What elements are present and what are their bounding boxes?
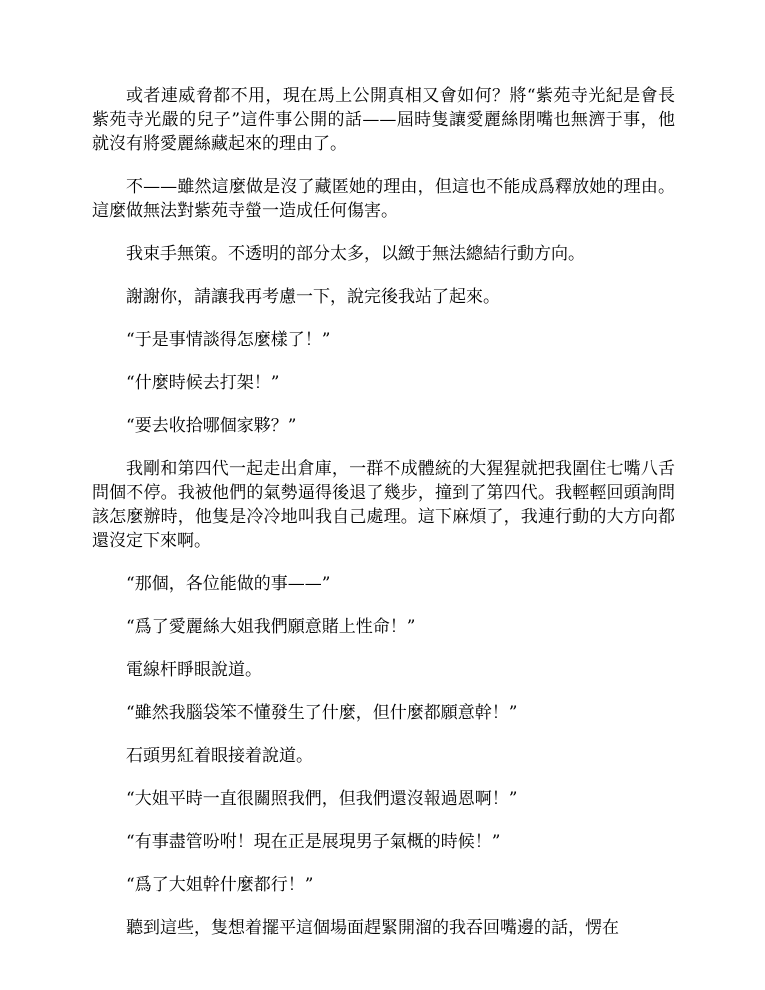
- page-text-body: [92, 84, 675, 940]
- paragraph-7: “要去收拾哪個家夥？”: [126, 416, 297, 436]
- paragraph-8: 我剛和第四代一起走出倉庫，一群不成體統的大猩猩就把我圍住七嘴八舌問個不停。我被他們的氣勢逼得後退了幾步，撞到了第四代。我輕輕回頭詢問該怎麼辦時，他隻是冷冷地叫我自己處理。這下麻煩了，我連行動的大方向都還沒定下來啊。: [92, 459, 675, 551]
- paragraph-12: “雖然我腦袋笨不懂發生了什麼，但什麼都願意幹！”: [126, 703, 518, 723]
- paragraph-11: 電線杆睜眼說道。: [126, 660, 262, 680]
- paragraph-16: “爲了大姐幹什麼都行！”: [126, 875, 314, 895]
- paragraph-9: “那個，各位能做的事——”: [126, 574, 331, 594]
- paragraph-5: “于是事情談得怎麼樣了！”: [126, 330, 331, 350]
- paragraph-6: “什麼時候去打架！”: [126, 373, 280, 393]
- paragraph-13: 石頭男紅着眼接着說道。: [126, 746, 313, 766]
- paragraph-2: 不——雖然這麼做是沒了藏匿她的理由，但這也不能成爲釋放她的理由。這麼做無法對紫苑寺螢一造成任何傷害。: [92, 177, 675, 221]
- paragraph-1: 或者連威脅都不用，現在馬上公開真相又會如何？將“紫苑寺光紀是會長紫苑寺光嚴的兒子”這件事公開的話——屆時隻讓愛麗絲閉嘴也無濟于事，他就沒有將愛麗絲藏起來的理由了。: [92, 86, 675, 154]
- paragraph-17: 聽到這些，隻想着擺平這個場面趕緊開溜的我吞回嘴邊的話，愣在: [126, 918, 619, 938]
- paragraph-3: 我束手無策。不透明的部分太多，以緻于無法總結行動方向。: [126, 244, 585, 264]
- paragraph-4: 謝謝你，請讓我再考慮一下，說完後我站了起來。: [126, 287, 500, 307]
- paragraph-14: “大姐平時一直很關照我們，但我們還沒報過恩啊！”: [126, 789, 518, 809]
- paragraph-15: “有事盡管吩咐！現在正是展現男子氣概的時候！”: [126, 832, 501, 852]
- paragraph-10: “爲了愛麗絲大姐我們願意賭上性命！”: [126, 617, 416, 637]
